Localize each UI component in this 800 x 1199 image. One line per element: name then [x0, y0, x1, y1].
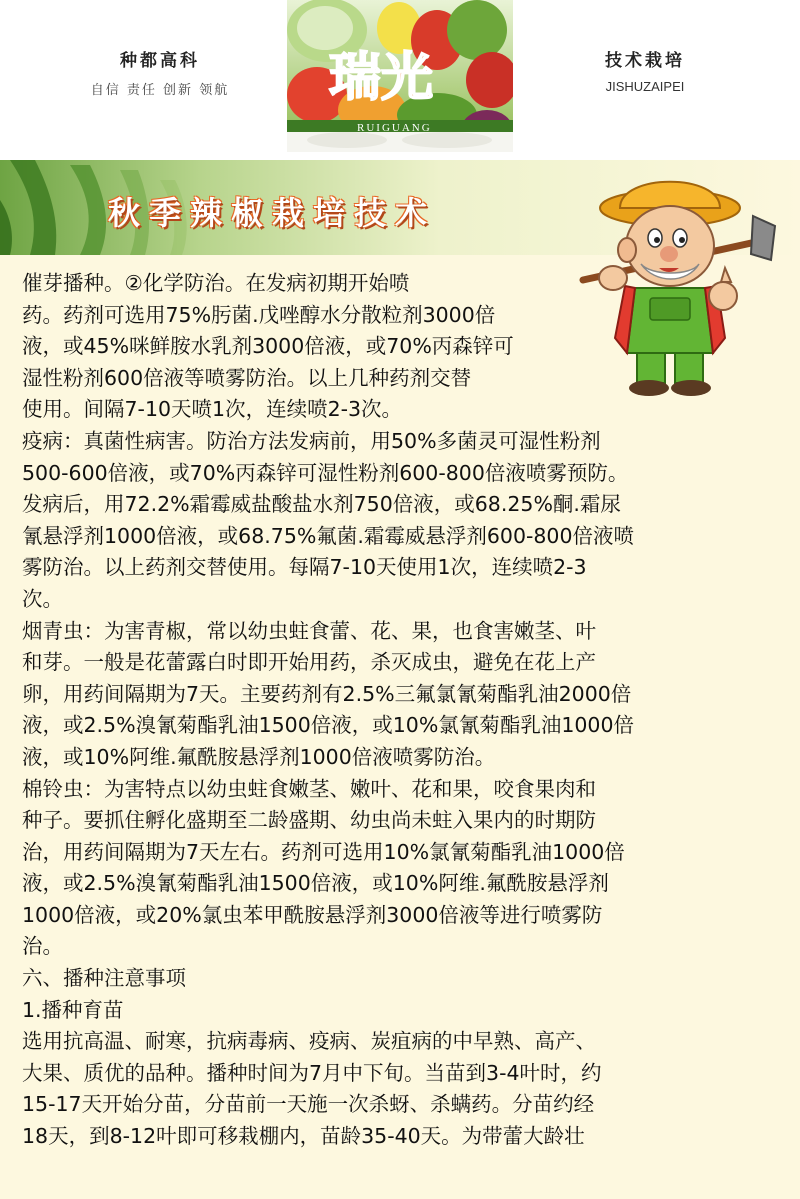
company-slogan: 自信 责任 创新 领航 [90, 83, 230, 98]
body-line: 治，用药间隔期为7天左右。药剂可选用10%氯氰菊酯乳油1000倍 [22, 839, 625, 864]
body-line: 液，或2.5%溴氰菊酯乳油1500倍液，或10%氯氰菊酯乳油1000倍 [22, 713, 634, 738]
vegetable-logo [287, 0, 513, 152]
body-line: 液，或2.5%溴氰菊酯乳油1500倍液，或10%阿维.氟酰胺悬浮剂 [22, 871, 609, 896]
body-line: 湿性粉剂600倍液等喷雾防治。以上几种药剂交替 [22, 365, 472, 390]
body-line: 雾防治。以上药剂交替使用。每隔7-10天使用1次，连续喷2-3 [22, 555, 587, 580]
section-name: 技术栽培 [605, 51, 685, 71]
body-line: 发病后，用72.2%霜霉威盐酸盐水剂750倍液，或68.25%酮.霜尿 [22, 492, 621, 517]
body-line: 棉铃虫：为害特点以幼虫蛀食嫩茎、嫩叶、花和果，咬食果肉和 [22, 776, 596, 801]
section-pinyin: JISHUZAIPEI [605, 79, 685, 94]
body-line: 液，或45%咪鲜胺水乳剂3000倍液，或70%丙森锌可 [22, 334, 514, 359]
body-line: 15-17天开始分苗，分苗前一天施一次杀蚜、杀螨药。分苗约经 [22, 1092, 595, 1117]
company-name: 种都高科 [120, 51, 200, 71]
page-header [0, 0, 800, 160]
body-line: 大果、质优的品种。播种时间为7月中下旬。当苗到3-4叶时，约 [22, 1060, 602, 1085]
body-line: 催芽播种。②化学防治。在发病初期开始喷 [22, 271, 410, 295]
body-line: 疫病：真菌性病害。防治方法发病前，用50%多菌灵可湿性粉剂 [22, 428, 601, 453]
subsection-heading: 1.播种育苗 [22, 997, 124, 1022]
body-line: 卵，用药间隔期为7天。主要药剂有2.5%三氟氯氰菊酯乳油2000倍 [22, 681, 632, 706]
body-line: 1000倍液，或20%氯虫苯甲酰胺悬浮剂3000倍液等进行喷雾防 [22, 902, 603, 927]
body-line: 使用。间隔7-10天喷1次，连续喷2-3次。 [22, 397, 403, 422]
article-body [22, 268, 784, 1153]
section-heading: 六、播种注意事项 [22, 966, 186, 991]
page-title: 秋季辣椒栽培技术 [108, 194, 437, 232]
body-line: 液，或10%阿维.氟酰胺悬浮剂1000倍液喷雾防治。 [22, 744, 496, 769]
logo-subtext: RUIGUANG [357, 122, 432, 134]
body-line: 药。药剂可选用75%肟菌.戊唑醇水分散粒剂3000倍 [22, 302, 496, 327]
body-line: 治。 [22, 934, 63, 959]
body-line: 500-600倍液，或70%丙森锌可湿性粉剂600-800倍液喷雾预防。 [22, 460, 629, 485]
section-brand [560, 46, 730, 94]
body-line: 烟青虫：为害青椒，常以幼虫蛀食蕾、花、果，也食害嫩茎、叶 [22, 618, 596, 643]
body-line: 和芽。一般是花蕾露白时即开始用药，杀灭成虫，避免在花上产 [22, 650, 596, 675]
company-brand [60, 46, 260, 98]
body-line: 种子。要抓住孵化盛期至二龄盛期、幼虫尚未蛀入果内的时期防 [22, 808, 596, 833]
logo-text: 瑞光 [329, 47, 434, 108]
body-line: 氰悬浮剂1000倍液，或68.75%氟菌.霜霉威悬浮剂600-800倍液喷 [22, 523, 635, 548]
body-line: 选用抗高温、耐寒，抗病毒病、疫病、炭疽病的中早熟、高产、 [22, 1029, 596, 1054]
body-line: 18天，到8-12叶即可移栽棚内，苗龄35-40天。为带蕾大龄壮 [22, 1124, 585, 1149]
body-line: 次。 [22, 586, 63, 611]
